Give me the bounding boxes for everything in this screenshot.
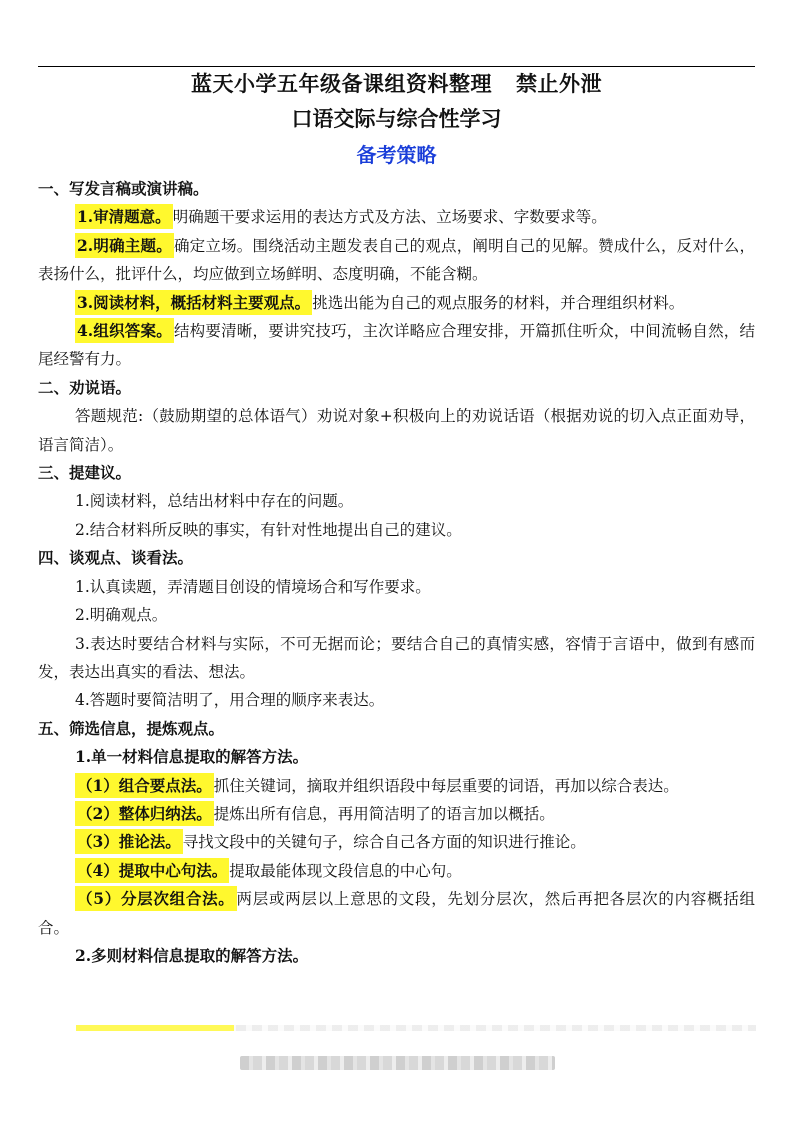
highlight-label: （4）提取中心句法。 <box>75 858 229 883</box>
cut-off-line <box>76 1025 756 1031</box>
highlight-label: （3）推论法。 <box>75 829 183 854</box>
section-heading: 二、劝说语。 <box>38 377 132 397</box>
highlight-label: 2.明确主题。 <box>75 233 174 258</box>
list-item: 1.认真读题，弄清题目创设的情境场合和写作要求。 <box>75 577 431 596</box>
list-item: 2.结合材料所反映的事实，有针对性地提出自己的建议。 <box>75 520 462 539</box>
section-heading: 五、筛选信息，提炼观点。 <box>38 718 225 738</box>
paragraph <box>38 203 755 231</box>
highlight-label: （2）整体归纳法。 <box>75 801 214 826</box>
section-heading: 四、谈观点、谈看法。 <box>38 548 194 568</box>
paragraph-text: 抓住关键词，摘取并组织语段中每层重要的词语，再加以综合表达。 <box>213 776 679 795</box>
school-title: 蓝天小学五年级备课组资料整理 <box>191 71 492 96</box>
paragraph-text: 两层或两层以上意思的文段，先划分层次，然后再把各层次的内容概括组合。 <box>38 890 755 937</box>
list-item: 4.答题时要简洁明了，用合理的顺序来表达。 <box>75 691 385 710</box>
list-item: 3.表达时要结合材料与实际，不可无据而论；要结合自己的真情实感，容情于言语中，做到有感而发，表达出真实的看法、想法。 <box>38 634 755 681</box>
paragraph <box>38 828 755 856</box>
subsection-heading: 2.多则材料信息提取的解答方法。 <box>75 945 309 965</box>
subsection-heading: 1.单一材料信息提取的解答方法。 <box>75 747 309 767</box>
highlight-label: 3.阅读材料，概括材料主要观点。 <box>75 290 312 315</box>
list-item: 1.阅读材料，总结出材料中存在的问题。 <box>75 492 354 511</box>
cut-off-highlight <box>76 1025 234 1031</box>
paragraph-text: 挑选出能为自己的观点服务的材料，并合理组织材料。 <box>312 293 685 312</box>
paragraph-text: 确定立场。围绕活动主题发表自己的观点，阐明自己的见解。赞成什么，反对什么，表扬什么，批评什么，均应做到立场鲜明、态度明确，不能含糊。 <box>38 236 755 284</box>
list-item: 2.明确观点。 <box>75 606 168 625</box>
paragraph-text: 寻找文段中的关键句子，综合自己各方面的知识进行推论。 <box>182 833 586 852</box>
highlight-label: 4.组织答案。 <box>75 318 174 343</box>
highlight-label: （1）组合要点法。 <box>75 773 214 798</box>
section-title: 备考策略 <box>356 143 437 167</box>
header-rule <box>38 66 755 67</box>
paragraph-text: 提炼出所有信息，再用简洁明了的语言加以概括。 <box>213 804 555 823</box>
highlight-label: （5）分层次组合法。 <box>75 886 237 911</box>
paragraph-text: 提取最能体现文段信息的中心句。 <box>229 861 462 880</box>
blurred-watermark <box>240 1056 555 1070</box>
paragraph <box>38 800 755 828</box>
document-header <box>0 70 793 98</box>
paragraph <box>38 857 755 885</box>
section-heading: 一、写发言稿或演讲稿。 <box>38 179 209 198</box>
paragraph <box>38 772 755 800</box>
confidential-notice: 禁止外泄 <box>516 71 602 96</box>
paragraph: 答题规范:（鼓励期望的总体语气）劝说对象+积极向上的劝说话语（根据劝说的切入点正面劝导，语言简洁）。 <box>38 407 755 454</box>
paragraph <box>38 289 755 317</box>
document-body <box>38 175 755 970</box>
paragraph-text: 明确题干要求运用的表达方式及方法、立场要求、字数要求等。 <box>172 208 607 227</box>
section-heading: 三、提建议。 <box>38 463 132 483</box>
paragraph-text: 结构要清晰，要讲究技巧，主次详略应合理安排，开篇抓住听众，中间流畅自然，结尾经警有力。 <box>38 322 755 369</box>
paragraph <box>38 232 755 289</box>
highlight-label: 1.审清题意。 <box>75 204 173 229</box>
paragraph <box>38 317 755 374</box>
paragraph <box>38 885 755 942</box>
document-title: 口语交际与综合性学习 <box>291 106 502 131</box>
